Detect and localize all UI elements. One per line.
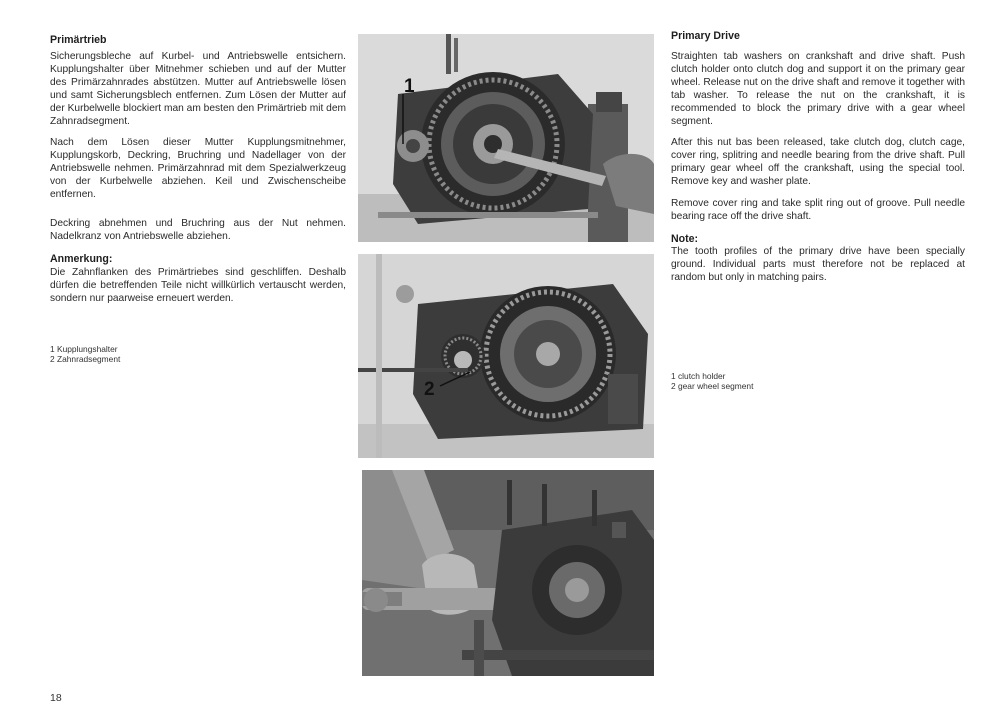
photo-special-puller-tool bbox=[362, 470, 654, 676]
photo-1-label: 1 bbox=[404, 76, 415, 97]
photo-clutch-holder bbox=[358, 34, 654, 242]
english-paragraph-1: Straighten tab washers on crankshaft and drive shaft. Push clutch holder onto clutch dog and support it on the primary gear wheel. Release nut on the drive shaft and remove it together with tab washer. To release the nut on the crankshaft, it is recommended to block the primary drive with a gear wheel segment. bbox=[671, 51, 965, 127]
page-number: 18 bbox=[50, 692, 62, 704]
english-paragraph-2: After this nut bas been released, take clutch dog, clutch cage, cover ring, splitring and needle bearing from the drive shaft. Pull primary gear wheel off the crankshaft, using the special tool. Remove key and washer plate. bbox=[671, 137, 965, 188]
german-paragraph-3: Deckring abnehmen und Bruchring aus der Nut nehmen. Nadelkranz von Antriebswelle abziehen. bbox=[50, 217, 346, 242]
photo-gear-wheel-segment-image bbox=[358, 254, 654, 458]
english-note-text: The tooth profiles of the primary drive have been specially ground. Individual parts must therefore not be replaced at random but only in matching pairs. bbox=[671, 245, 965, 283]
english-heading: Primary Drive bbox=[671, 30, 740, 42]
photo-clutch-holder-image bbox=[358, 34, 654, 242]
photo-gear-wheel-segment bbox=[358, 254, 654, 458]
german-legend-item-2: 2 Zahnradsegment bbox=[50, 353, 121, 364]
german-legend bbox=[50, 344, 346, 364]
german-note-text: Die Zahnflanken des Primärtriebes sind geschliffen. Deshalb dürfen die betreffenden Teile nicht willkürlich vertauscht werden, sondern nur paarweise erneuert werden. bbox=[50, 266, 346, 304]
german-legend-item-1: 1 Kupplungshalter bbox=[50, 343, 118, 354]
german-paragraph-1: Sicherungsbleche auf Kurbel- und Antriebswelle entsichern. Kupplungshalter über Mitnehmer schieben und auf der Mutter des Primärzahnrades abstützen. Mutter auf Antriebswelle lösen und samt Sicherungsblech entfernen. Zum Lösen der Mutter auf der Kurbelwelle blockiert man am besten den Primärtrieb mit dem Zahnradsegment. bbox=[50, 51, 346, 127]
german-paragraph-2: Nach dem Lösen dieser Mutter Kupplungsmitnehmer, Kupplungskorb, Deckring, Bruchring und Nadellager von der Antriebswelle nehmen. Primärzahnrad mit dem Spezialwerkzeug von der Kurbelwelle abziehen. Keil und Zwischenscheibe entfernen. bbox=[50, 137, 346, 201]
english-column bbox=[671, 30, 965, 391]
photo-2-label: 2 bbox=[424, 379, 435, 400]
german-note-heading: Anmerkung: bbox=[50, 252, 113, 265]
photo-special-puller-tool-image bbox=[362, 470, 654, 676]
english-note-heading: Note: bbox=[671, 232, 699, 245]
english-legend bbox=[671, 371, 965, 391]
english-legend-item-2: 2 gear wheel segment bbox=[671, 380, 754, 391]
german-column bbox=[50, 34, 346, 364]
german-heading: Primärtrieb bbox=[50, 34, 107, 46]
english-legend-item-1: 1 clutch holder bbox=[671, 370, 726, 381]
english-paragraph-3: Remove cover ring and take split ring out of groove. Pull needle bearing race off the drive shaft. bbox=[671, 198, 965, 222]
